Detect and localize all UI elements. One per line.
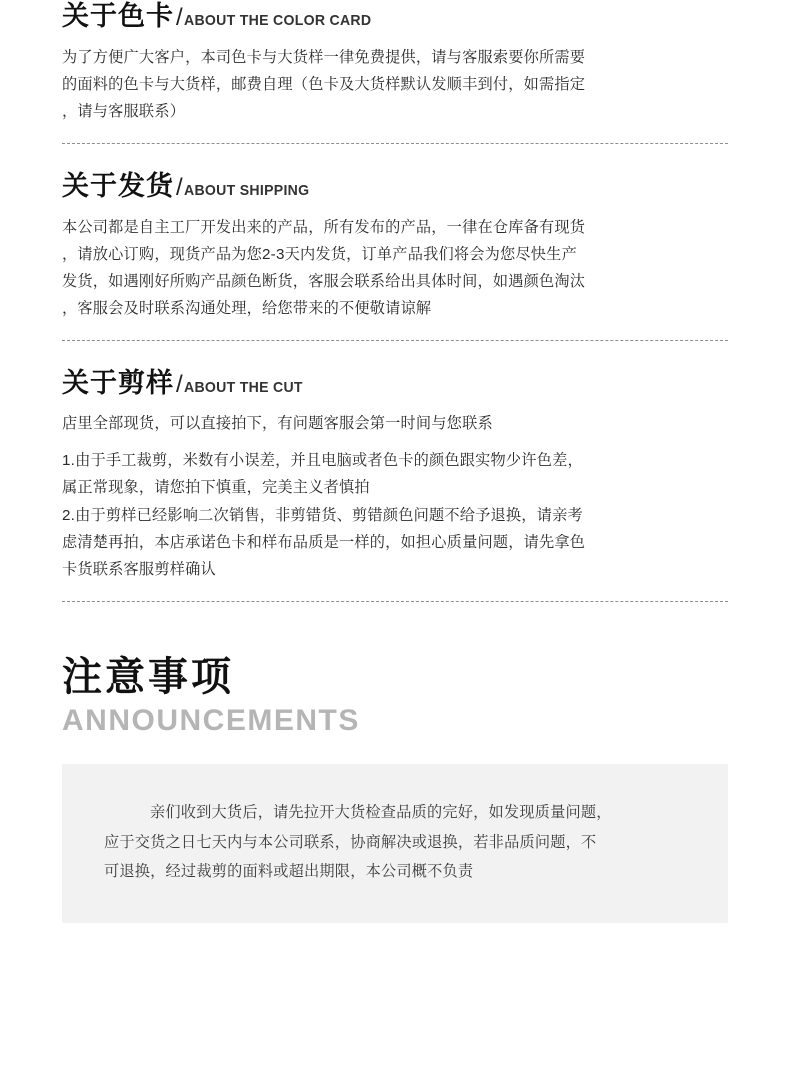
- paragraph-line: 虑清楚再拍，本店承诺色卡和样布品质是一样的，如担心质量问题，请先拿色: [62, 533, 586, 551]
- section-title-en: ABOUT THE CUT: [183, 378, 303, 396]
- spacer: [62, 341, 728, 367]
- spacer: [62, 144, 728, 170]
- section-heading-color-card: [62, 0, 728, 32]
- paragraph-line: 本公司都是自主工厂开发出来的产品，所有发布的产品，一律在仓库备有现货: [62, 218, 586, 236]
- paragraph-line: 发货，如遇刚好所购产品颜色断货，客服会联系给出具体时间，如遇颜色淘汰: [62, 272, 586, 290]
- paragraph-line: 应于交货之日七天内与本公司联系，协商解决或退换，若非品质问题，不: [104, 833, 597, 851]
- paragraph-line: 1.由于手工裁剪，米数有小误差，并且电脑或者色卡的颜色跟实物少许色差，: [62, 452, 583, 470]
- section-cut-sample: [62, 367, 728, 602]
- paragraph-line: 店里全部现货，可以直接拍下，有问题客服会第一时间与您联系: [62, 415, 493, 433]
- paragraph-line: 卡货联系客服剪样确认: [62, 560, 216, 578]
- section-color-card: [62, 0, 728, 144]
- section-title-en: ABOUT THE COLOR CARD: [183, 12, 372, 29]
- section-body-shipping: [62, 214, 728, 322]
- announcements-section: [62, 654, 728, 923]
- section-divider: [62, 601, 728, 602]
- section-title-cn: 关于色卡: [62, 1, 174, 31]
- paragraph-line: 为了方便广大客户，本司色卡与大货样一律免费提供，请与客服索要你所需要: [62, 48, 586, 66]
- section-title-cn: 关于剪样: [62, 367, 174, 398]
- paragraph-line: 2.由于剪样已经影响二次销售，非剪错货、剪错颜色问题不给予退换，请亲考: [62, 506, 583, 524]
- announcements-panel: [62, 764, 728, 923]
- section-heading-shipping: [62, 170, 728, 202]
- section-title-separator: /: [176, 4, 183, 31]
- announcements-body: [104, 798, 686, 887]
- section-body-color-card: [62, 44, 728, 125]
- paragraph-line: 可退换，经过裁剪的面料或超出期限，本公司概不负责: [104, 863, 474, 881]
- section-heading-cut-sample: [62, 367, 728, 399]
- section-title-separator: /: [176, 173, 183, 201]
- section-shipping: [62, 170, 728, 341]
- paragraph-line: 的面料的色卡与大货样，邮费自理（色卡及大货样默认发顺丰到付，如需指定: [62, 75, 586, 93]
- paragraph-line: ，请放心订购，现货产品为您2-3天内发货，订单产品我们将会为您尽快生产: [62, 245, 577, 263]
- section-title-en: ABOUT SHIPPING: [183, 181, 310, 199]
- section-title-cn: 关于发货: [62, 170, 174, 201]
- paragraph-line: 亲们收到大货后，请先拉开大货检查品质的完好，如发现质量问题，: [150, 804, 612, 822]
- paragraph-line: 属正常现象，请您拍下慎重，完美主义者慎拍: [62, 479, 370, 497]
- announcements-title-en: ANNOUNCEMENTS: [62, 703, 360, 737]
- paragraph-line: ，请与客服联系）: [62, 102, 186, 120]
- paragraph-line: ，客服会及时联系沟通处理，给您带来的不便敬请谅解: [62, 299, 432, 317]
- section-intro-cut-sample: [62, 410, 728, 437]
- section-title-separator: /: [176, 370, 183, 398]
- section-body-cut-sample: [62, 447, 728, 582]
- announcements-title-cn: 注意事项: [62, 654, 234, 699]
